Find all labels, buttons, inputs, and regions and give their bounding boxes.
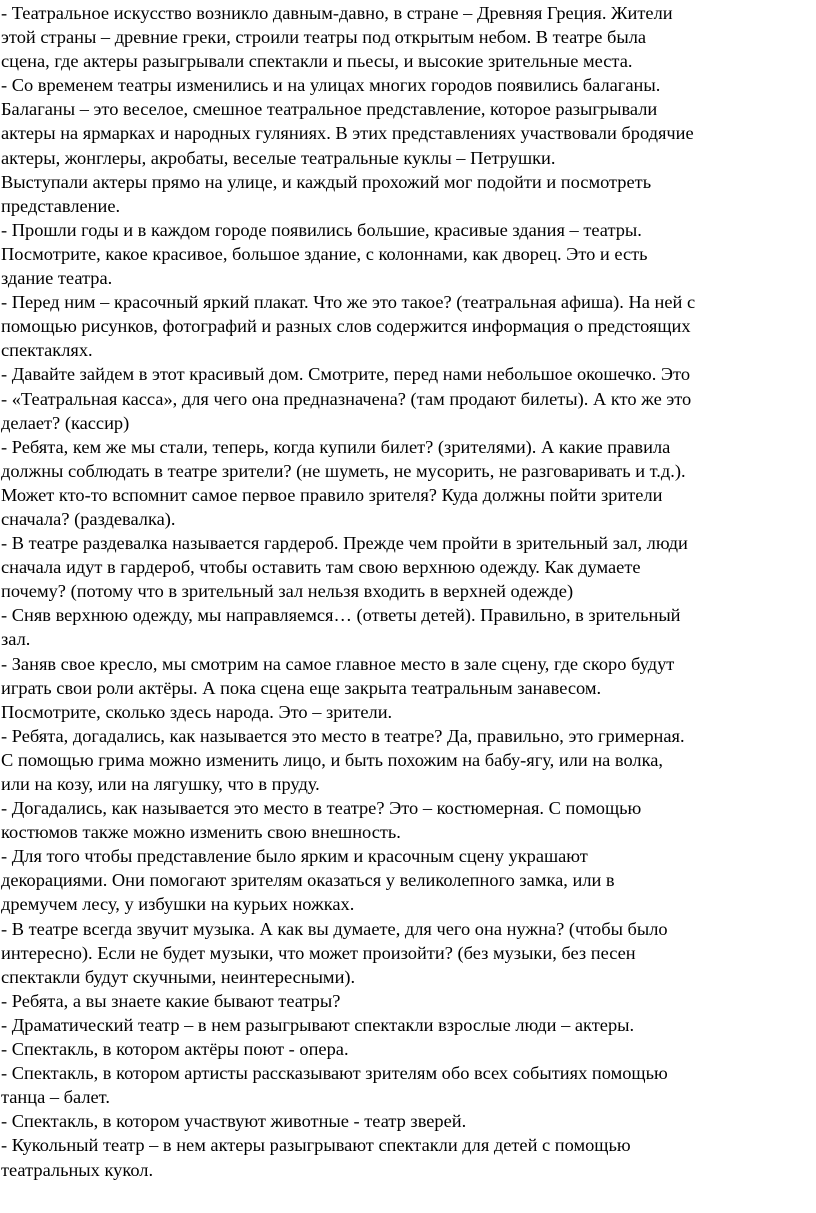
text-line: - В театре всегда звучит музыка. А как вы думаете, для чего она нужна? (чтобы было xyxy=(1,918,668,939)
text-line: здание театра. xyxy=(1,268,113,289)
text-line: Балаганы – это веселое, смешное театральное представление, которое разыгрывали xyxy=(1,99,658,120)
text-line: почему? (потому что в зрительный зал нельзя входить в верхней одежде) xyxy=(1,581,574,602)
text-line: актеры, жонглеры, акробаты, веселые театральные куклы – Петрушки. xyxy=(1,147,556,168)
text-line: играть свои роли актёры. А пока сцена еще закрыта театральным занавесом. xyxy=(1,677,602,698)
text-line: - Ребята, кем же мы стали, теперь, когда купили билет? (зрителями). А какие правила xyxy=(1,436,671,457)
text-line: С помощью грима можно изменить лицо, и быть похожим на бабу-ягу, или на волка, xyxy=(1,749,664,770)
text-line: Посмотрите, какое красивое, большое здание, с колоннами, как дворец. Это и есть xyxy=(1,243,648,264)
text-line: костюмов также можно изменить свою внешность. xyxy=(1,822,401,843)
text-line: танца – балет. xyxy=(1,1087,110,1108)
text-line: - «Театральная касса», для чего она предназначена? (там продают билеты). А кто же это xyxy=(1,388,692,409)
text-line: театральных кукол. xyxy=(1,1159,154,1180)
text-line: сначала идут в гардероб, чтобы оставить там свою верхнюю одежду. Как думаете xyxy=(1,557,641,578)
text-line: - Догадались, как называется это место в театре? Это – костюмерная. С помощью xyxy=(1,798,642,819)
text-line: - В театре раздевалка называется гардероб. Прежде чем пройти в зрительный зал, люди xyxy=(1,533,688,554)
text-line: или на козу, или на лягушку, что в пруду. xyxy=(1,774,320,794)
text-line: сцена, где актеры разыгрывали спектакли и пьесы, и высокие зрительные места. xyxy=(1,51,633,72)
text-line: - Ребята, догадались, как называется это место в театре? Да, правильно, это гримерная. xyxy=(1,725,685,746)
text-line: - Для того чтобы представление было ярким и красочным сцену украшают xyxy=(1,846,588,867)
text-line: спектакли будут скучными, неинтересными). xyxy=(1,966,356,987)
text-line: представление. xyxy=(1,195,121,216)
text-line: делает? (кассир) xyxy=(1,412,130,433)
text-line: - Кукольный театр – в нем актеры разыгрывают спектакли для детей с помощью xyxy=(1,1135,631,1156)
text-line: дремучем лесу, у избушки на курьих ножках. xyxy=(1,894,355,915)
text-line: актеры на ярмарках и народных гуляниях. В этих представлениях участвовали бродячие xyxy=(1,123,694,144)
text-line: - Со временем театры изменились и на улицах многих городов появились балаганы. xyxy=(1,75,661,96)
text-line: сначала? (раздевалка). xyxy=(1,508,176,529)
text-line: - Ребята, а вы знаете какие бывают театры? xyxy=(1,990,341,1011)
text-line: - Театральное искусство возникло давным-давно, в стране – Древняя Греция. Жители xyxy=(1,3,673,23)
text-line: - Перед ним – красочный яркий плакат. Что же это такое? (театральная афиша). На ней с xyxy=(1,292,696,313)
text-line: - Спектакль, в котором участвуют животные - театр зверей. xyxy=(1,1111,467,1132)
text-line: - Заняв свое кресло, мы смотрим на самое главное место в зале сцену, где скоро будут xyxy=(1,653,675,674)
text-line: Может кто-то вспомнит самое первое правило зрителя? Куда должны пойти зрители xyxy=(1,484,663,505)
text-line: Посмотрите, сколько здесь народа. Это – зрители. xyxy=(1,701,393,722)
text-line: интересно). Если не будет музыки, что может произойти? (без музыки, без песен xyxy=(1,942,636,963)
text-line: декорациями. Они помогают зрителям оказаться у великолепного замка, или в xyxy=(1,870,615,891)
text-line: - Прошли годы и в каждом городе появились большие, красивые здания – театры. xyxy=(1,219,642,240)
text-line: помощью рисунков, фотографий и разных слов содержится информация о предстоящих xyxy=(1,316,691,337)
text-line: должны соблюдать в театре зрители? (не шуметь, не мусорить, не разговаривать и т.д.). xyxy=(1,460,686,481)
text-line: - Драматический театр – в нем разыгрывают спектакли взрослые люди – актеры. xyxy=(1,1014,635,1035)
text-line: - Спектакль, в котором актёры поют - опера. xyxy=(1,1039,349,1060)
text-line: зал. xyxy=(1,629,31,650)
text-line: - Спектакль, в котором артисты рассказывают зрителям обо всех событиях помощью xyxy=(1,1063,668,1084)
text-line: спектаклях. xyxy=(1,340,93,361)
text-line: Выступали актеры прямо на улице, и каждый прохожий мог подойти и посмотреть xyxy=(1,171,652,192)
document-text xyxy=(1,1,811,1182)
text-line: - Давайте зайдем в этот красивый дом. Смотрите, перед нами небольшое окошечко. Это xyxy=(1,364,691,385)
text-line: - Сняв верхнюю одежду, мы направляемся… (ответы детей). Правильно, в зрительный xyxy=(1,605,681,626)
text-line: этой страны – древние греки, строили театры под открытым небом. В театре была xyxy=(1,27,647,48)
